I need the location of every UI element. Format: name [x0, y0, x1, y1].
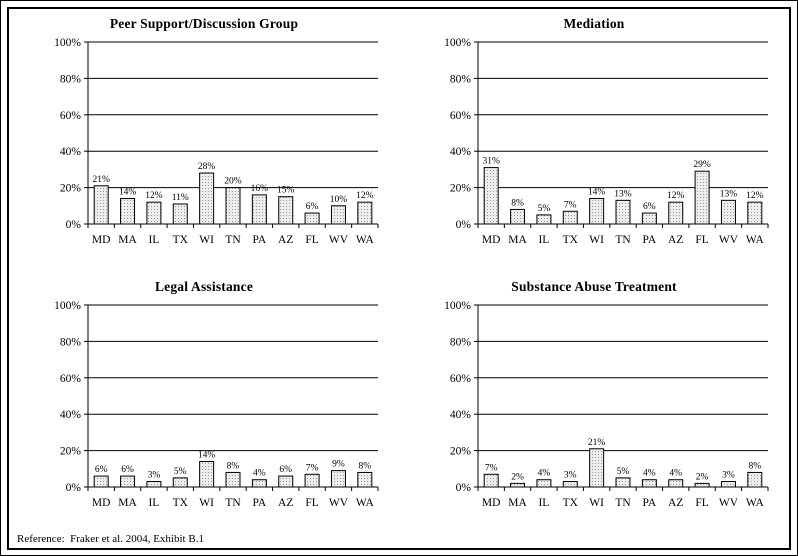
bar-value-label: 14%: [118, 187, 137, 198]
x-axis-category-label: MA: [118, 234, 137, 246]
chart-panel-peer-support: [9, 11, 399, 264]
x-axis-category-label: WI: [589, 497, 604, 509]
chart-panel-mediation: [399, 11, 789, 264]
bar-value-label: 6%: [279, 465, 293, 476]
bar-MD: [94, 476, 108, 487]
y-axis-tick-label: 80%: [59, 336, 81, 349]
bar-value-label: 13%: [719, 189, 738, 200]
y-axis-tick-label: 60%: [449, 372, 471, 385]
bar-WA: [748, 472, 762, 487]
bar-value-label: 8%: [511, 198, 524, 209]
x-axis-category-label: MD: [91, 497, 111, 509]
bar-WV: [331, 206, 345, 224]
y-axis-tick-label: 60%: [59, 109, 81, 122]
x-axis-category-label: WV: [328, 497, 349, 509]
x-axis-category-label: WI: [199, 497, 214, 509]
x-axis-category-label: TX: [562, 234, 578, 246]
y-axis-tick-label: 0%: [65, 219, 81, 231]
bar-AZ: [669, 480, 683, 487]
bar-FL: [695, 483, 709, 487]
bar-MD: [484, 168, 498, 224]
bar-value-label: 5%: [537, 203, 551, 214]
bar-value-label: 21%: [587, 437, 606, 448]
x-axis-category-label: FL: [305, 234, 319, 246]
x-axis-category-label: FL: [695, 497, 709, 509]
bar-WV: [721, 200, 735, 224]
bar-value-label: 4%: [537, 468, 551, 479]
x-axis-category-label: TN: [225, 234, 241, 246]
x-axis-category-label: WV: [328, 234, 349, 246]
reference-note: Reference: Fraker et al. 2004, Exhibit B.1: [17, 533, 204, 545]
x-axis-category-label: AZ: [668, 497, 684, 509]
x-axis-category-label: WI: [589, 234, 604, 246]
chart-panel-legal-assistance: [9, 274, 399, 527]
bar-MD: [484, 474, 498, 487]
x-axis-category-label: PA: [252, 497, 267, 509]
y-axis-tick-label: 0%: [455, 219, 471, 231]
y-axis-tick-label: 40%: [449, 146, 471, 159]
bar-AZ: [279, 197, 293, 224]
bar-value-label: 16%: [250, 183, 269, 194]
bar-value-label: 3%: [563, 470, 577, 481]
y-axis-tick-label: 0%: [65, 482, 81, 494]
bar-chart-legal-assistance: [18, 297, 390, 527]
y-axis-tick-label: 100%: [54, 37, 81, 49]
x-axis-category-label: WA: [745, 497, 764, 509]
bar-value-label: 7%: [305, 463, 319, 474]
bar-value-label: 3%: [722, 470, 735, 481]
bar-TN: [616, 200, 630, 224]
bar-value-label: 14%: [587, 187, 606, 198]
x-axis-category-label: IL: [538, 497, 550, 509]
y-axis-tick-label: 80%: [59, 73, 81, 86]
bar-value-label: 6%: [121, 465, 134, 476]
x-axis-category-label: TN: [615, 234, 631, 246]
bar-WI: [590, 449, 604, 487]
bar-PA: [252, 480, 266, 487]
bar-TX: [173, 204, 187, 224]
y-axis-tick-label: 20%: [449, 445, 471, 458]
chart-title-peer-support: Peer Support/Discussion Group: [109, 16, 299, 31]
y-axis-tick-label: 100%: [444, 300, 471, 312]
bar-IL: [537, 215, 551, 224]
y-axis-tick-label: 100%: [444, 37, 471, 49]
x-axis-category-label: AZ: [668, 234, 684, 246]
bar-value-label: 7%: [563, 200, 577, 211]
bar-AZ: [279, 476, 293, 487]
bar-MA: [121, 476, 135, 487]
bar-value-label: 11%: [171, 192, 189, 203]
bar-value-label: 10%: [329, 194, 348, 205]
x-axis-category-label: PA: [642, 497, 657, 509]
bar-value-label: 8%: [226, 461, 240, 472]
x-axis-category-label: IL: [538, 234, 550, 246]
bar-value-label: 2%: [511, 472, 524, 483]
bar-TX: [563, 482, 577, 487]
bar-value-label: 15%: [277, 185, 295, 196]
bar-WA: [358, 202, 372, 224]
bar-value-label: 31%: [482, 156, 500, 167]
bar-MA: [511, 483, 525, 487]
bar-IL: [147, 482, 161, 487]
bar-chart-substance-abuse: [408, 297, 780, 527]
x-axis-category-label: TX: [172, 497, 188, 509]
x-axis-category-label: WV: [718, 234, 739, 246]
bar-MA: [511, 209, 525, 224]
bar-value-label: 5%: [173, 466, 187, 477]
bar-chart-mediation: [408, 34, 780, 264]
y-axis-tick-label: 20%: [59, 182, 81, 195]
bar-value-label: 21%: [92, 174, 110, 185]
chart-title-mediation: Mediation: [563, 16, 625, 31]
x-axis-category-label: IL: [148, 234, 160, 246]
bar-IL: [537, 480, 551, 487]
x-axis-category-label: WA: [355, 234, 374, 246]
bar-value-label: 6%: [643, 202, 656, 213]
bar-TX: [173, 478, 187, 487]
x-axis-category-label: MA: [508, 497, 527, 509]
x-axis-category-label: TX: [172, 234, 188, 246]
x-axis-category-label: PA: [642, 234, 657, 246]
bar-value-label: 14%: [197, 450, 216, 461]
bar-value-label: 8%: [358, 461, 372, 472]
bar-FL: [695, 171, 709, 224]
bar-value-label: 9%: [332, 459, 345, 470]
x-axis-category-label: PA: [252, 234, 267, 246]
chart-panel-substance-abuse: [399, 274, 789, 527]
x-axis-category-label: MA: [118, 497, 137, 509]
y-axis-tick-label: 80%: [449, 73, 471, 86]
chart-title-substance-abuse: Substance Abuse Treatment: [511, 279, 677, 294]
bar-AZ: [669, 202, 683, 224]
bar-MD: [94, 186, 108, 224]
x-axis-category-label: MD: [481, 497, 501, 509]
bar-WI: [590, 199, 604, 224]
x-axis-category-label: AZ: [278, 497, 294, 509]
x-axis-category-label: MD: [481, 234, 501, 246]
bar-value-label: 12%: [667, 191, 685, 202]
bar-value-label: 4%: [669, 468, 683, 479]
bar-WV: [721, 482, 735, 487]
y-axis-tick-label: 100%: [54, 300, 81, 312]
y-axis-tick-label: 60%: [449, 109, 471, 122]
y-axis-tick-label: 60%: [59, 372, 81, 385]
bar-PA: [642, 213, 656, 224]
x-axis-category-label: TN: [225, 497, 241, 509]
bar-value-label: 12%: [746, 191, 764, 202]
bar-WI: [200, 173, 214, 224]
bar-TX: [563, 211, 577, 224]
x-axis-category-label: MD: [91, 234, 111, 246]
bar-value-label: 6%: [94, 465, 108, 476]
x-axis-category-label: WA: [745, 234, 764, 246]
bar-IL: [147, 202, 161, 224]
y-axis-tick-label: 40%: [449, 409, 471, 422]
bar-value-label: 8%: [748, 461, 762, 472]
bar-WI: [200, 462, 214, 487]
bar-chart-peer-support: [18, 34, 390, 264]
bar-value-label: 7%: [484, 463, 498, 474]
y-axis-tick-label: 0%: [455, 482, 471, 494]
bar-TN: [616, 478, 630, 487]
bar-MA: [121, 199, 135, 224]
x-axis-category-label: FL: [305, 497, 319, 509]
bar-value-label: 13%: [614, 189, 632, 200]
y-axis-tick-label: 80%: [449, 336, 471, 349]
x-axis-category-label: TN: [615, 497, 631, 509]
bar-PA: [252, 195, 266, 224]
x-axis-category-label: WV: [718, 497, 739, 509]
bar-value-label: 2%: [695, 472, 709, 483]
x-axis-category-label: TX: [562, 497, 578, 509]
bar-FL: [305, 213, 319, 224]
bar-value-label: 12%: [356, 191, 374, 202]
bar-value-label: 28%: [197, 162, 216, 173]
y-axis-tick-label: 40%: [59, 146, 81, 159]
bar-value-label: 29%: [693, 160, 711, 171]
bar-value-label: 20%: [224, 176, 242, 187]
bar-TN: [226, 188, 240, 224]
x-axis-category-label: WA: [355, 497, 374, 509]
y-axis-tick-label: 20%: [59, 445, 81, 458]
x-axis-category-label: FL: [695, 234, 709, 246]
bar-WV: [331, 471, 345, 487]
bar-value-label: 5%: [616, 466, 630, 477]
x-axis-category-label: IL: [148, 497, 160, 509]
bar-value-label: 12%: [145, 191, 163, 202]
bar-FL: [305, 474, 319, 487]
bar-PA: [642, 480, 656, 487]
bar-value-label: 6%: [305, 202, 319, 213]
bar-value-label: 4%: [643, 468, 656, 479]
y-axis-tick-label: 40%: [59, 409, 81, 422]
y-axis-tick-label: 20%: [449, 182, 471, 195]
bar-WA: [358, 472, 372, 487]
bar-value-label: 4%: [253, 468, 266, 479]
figure-frame: [7, 7, 791, 550]
bar-value-label: 3%: [147, 470, 161, 481]
x-axis-category-label: MA: [508, 234, 527, 246]
bar-TN: [226, 472, 240, 487]
chart-title-legal-assistance: Legal Assistance: [154, 279, 254, 294]
bar-WA: [748, 202, 762, 224]
chart-grid: [9, 9, 789, 527]
x-axis-category-label: AZ: [278, 234, 294, 246]
x-axis-category-label: WI: [199, 234, 214, 246]
